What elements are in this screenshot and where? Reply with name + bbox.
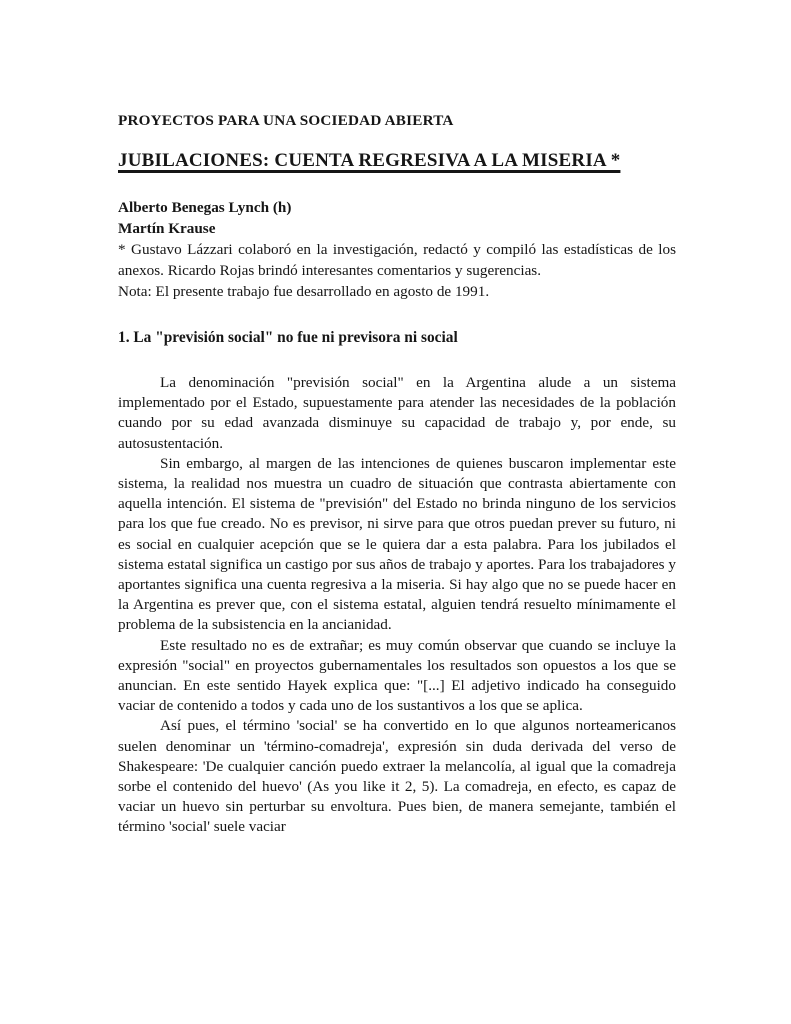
document-header: PROYECTOS PARA UNA SOCIEDAD ABIERTA (118, 112, 454, 129)
author-line-2: Martín Krause (118, 220, 216, 237)
paragraph-3: Este resultado no es de extrañar; es muy común observar que cuando se incluye la expresión "social" en proyectos gubernamentales los resultados son opuestos a los que se anuncian. En este sentido Hayek explica que: "[...] El adjetivo indicado ha conseguido vaciar de contenido a todos y cada uno de los sustantivos a los que se aplica. (118, 636, 676, 715)
footnote-text: * Gustavo Lázzari colaboró en la investigación, redactó y compiló las estadísticas de los anexos. Ricardo Rojas brindó interesantes comentarios y sugerencias. (118, 241, 676, 279)
note-text: Nota: El presente trabajo fue desarrollado en agosto de 1991. (118, 283, 490, 300)
document-title: JUBILACIONES: CUENTA REGRESIVA A LA MISERIA * (118, 150, 621, 171)
paragraph-4: Así pues, el término 'social' se ha convertido en lo que algunos norteamericanos suelen denominar un 'término-comadreja', expresión sin duda derivada del verso de Shakespeare: 'De cualquier canción puedo extraer la melancolía, al igual que la comadreja sorbe el contenido del huevo' (As you like it 2, 5). La comadreja, en efecto, es capaz de vaciar un huevo sin perturbar su envoltura. Pues bien, de manera semejante, también el término 'social' suele vaciar (118, 717, 676, 836)
section-heading: 1. La "previsión social" no fue ni previsora ni social (118, 329, 458, 346)
document-content (118, 110, 676, 838)
author-block (118, 197, 676, 239)
paragraph-1: La denominación "previsión social" en la Argentina alude a un sistema implementado por el Estado, supuestamente para atender las necesidades de la población cuando por su edad avanzada disminuye su capacidad de trabajo y, por ende, su autosustentación. (118, 374, 676, 452)
author-line-1: Alberto Benegas Lynch (h) (118, 199, 292, 216)
body-paragraphs (118, 373, 676, 838)
paragraph-2: Sin embargo, al margen de las intenciones de quienes buscaron implementar este sistema, la realidad nos muestra un cuadro de situación que contrasta abiertamente con aquella intención. El sistema de "previsión" del Estado no brinda ninguno de los servicios para los que fue creado. No es previsor, ni sirve para que otros puedan prever su futuro, ni es social en cualquier acepción que se le quiera dar a esta palabra. Para los jubilados el sistema estatal significa un castigo por sus años de trabajo y aportes. Para los trabajadores y aportantes significa una cuenta regresiva a la miseria. Si hay algo que no se puede hacer en la Argentina es prever que, con el sistema estatal, alguien tendrá resuelto mínimamente el problema de la subsistencia en la ancianidad. (118, 454, 676, 634)
